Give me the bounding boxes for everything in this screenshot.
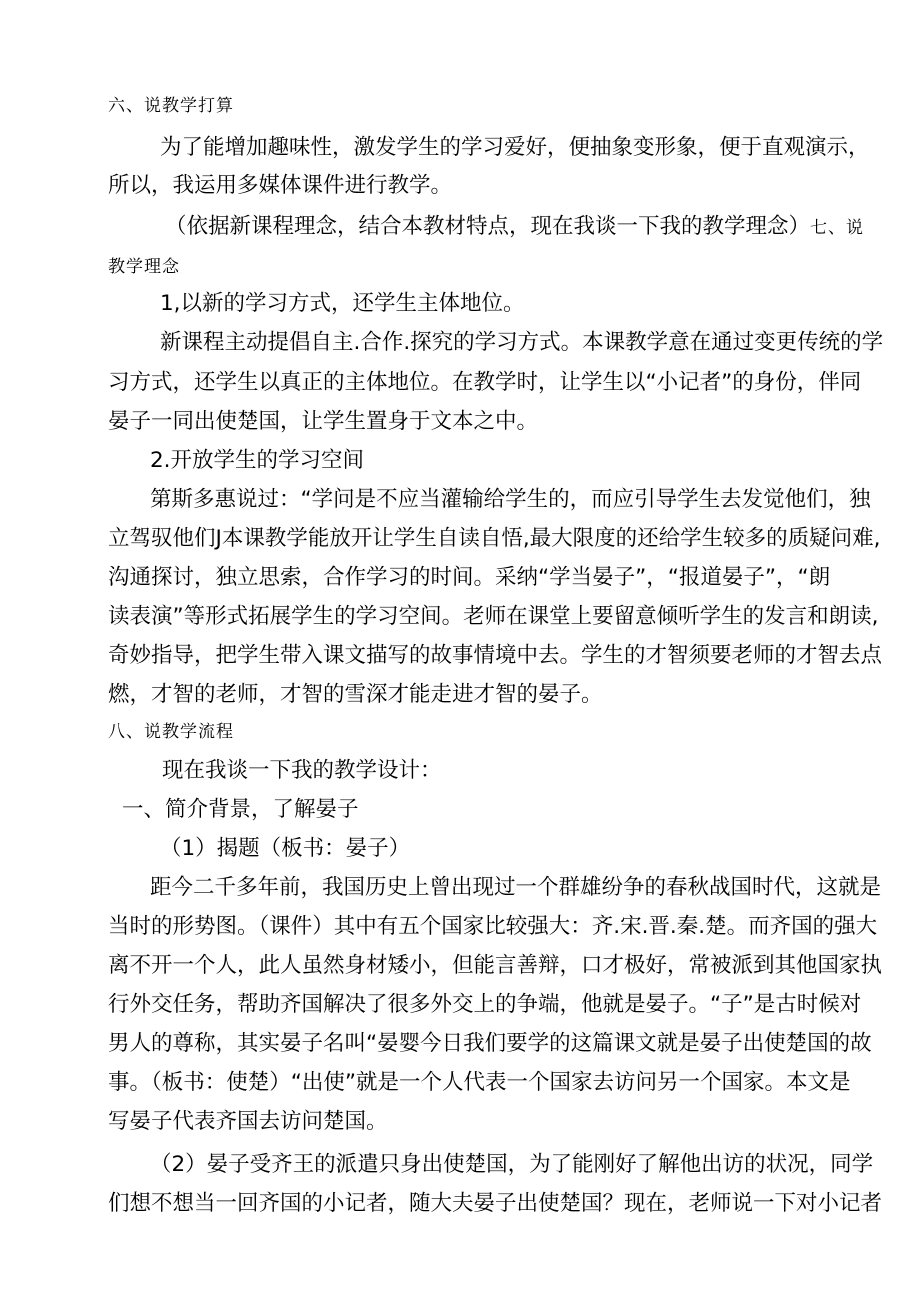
paragraph-line: 离不开一个人，此人虽然身材矮小，但能言善辩，口才极好，常被派到其他国家执 [108,953,883,978]
paragraph-line: 读表演”等形式拓展学生的学习空间。老师在课堂上要留意倾听学生的发言和朗读, [108,604,879,629]
paragraph-line: 事。（板书：使楚）“出使”就是一个人代表一个国家去访问另一个国家。本文是 [108,1070,851,1095]
paragraph-line: 立驾驭他们J本课教学能放开让学生自读自悟,最大限度的还给学生较多的质疑问难, [108,526,881,551]
subheading: 2.开放学生的学习空间 [150,448,365,473]
paragraph-line: 写晏子代表齐国去访问楚国。 [108,1109,388,1134]
paragraph-line: 距今二千多年前，我国历史上曾出现过一个群雄纷争的春秋战国时代，这就是 [150,875,882,900]
subheading: 一、简介背景，了解晏子 [122,797,359,822]
paragraph-line: 晏子一同出使楚国，让学生置身于文本之中。 [108,409,539,434]
paragraph-line: 习方式，还学生以真正的主体地位。在教学时，让学生以“小记者”的身份，伴同 [108,370,862,395]
section-heading-6: 六、说教学打算 [108,96,234,116]
paragraph-text: （依据新课程理念，结合本教材特点，现在我谈一下我的教学理念） [165,214,811,239]
subheading: 1,以新的学习方式，还学生主体地位。 [160,291,525,316]
section-heading-8: 八、说教学流程 [108,722,234,742]
section-heading-7: 七、说 [810,218,865,238]
paragraph-line: 所以，我运用多媒体课件进行教学。 [108,173,453,198]
paragraph-line: 们想不想当一回齐国的小记者，随大夫晏子出使楚国？现在，老师说一下对小记者 [108,1191,883,1216]
paragraph-line: 为了能增加趣味性，激发学生的学习爱好，便抽象变形象，便于直观演示， [160,135,870,160]
paragraph-line: 新课程主动提倡自主.合作.探究的学习方式。本课教学意在通过变更传统的学 [160,330,884,355]
paragraph-line: 现在我谈一下我的教学设计： [162,758,442,783]
subheading: （1）揭题（板书：晏子） [160,836,411,861]
paragraph-line [165,212,864,243]
paragraph-line: 奇妙指导，把学生带入课文描写的故事情境中去。学生的才智须要老师的才智去点 [108,643,883,668]
section-heading-7-cont: 教学理念 [108,257,180,277]
paragraph-line: （2）晏子受齐王的派遣只身出使楚国，为了能刚好了解他出访的状况，同学 [150,1152,874,1177]
paragraph-line: 行外交任务，帮助齐国解决了很多外交上的争端，他就是晏子。“子”是古时候对 [108,992,862,1017]
paragraph-line: 燃，才智的老师，才智的雪深才能走进才智的晏子。 [108,682,603,707]
paragraph-line: 男人的尊称，其实晏子名叫“晏婴今日我们要学的这篇课文就是晏子出使楚国的故 [108,1031,872,1056]
paragraph-line: 沟通探讨，独立思索，合作学习的时间。采纳“学当晏子”，“报道晏子”，“朗 [108,565,831,590]
paragraph-line: 当时的形势图。（课件）其中有五个国家比较强大：齐.宋.晋.秦.楚。而齐国的强大 [108,914,878,939]
paragraph-line: 第斯多惠说过：“学问是不应当灌输给学生的，而应引导学生去发觉他们，独 [150,487,871,512]
